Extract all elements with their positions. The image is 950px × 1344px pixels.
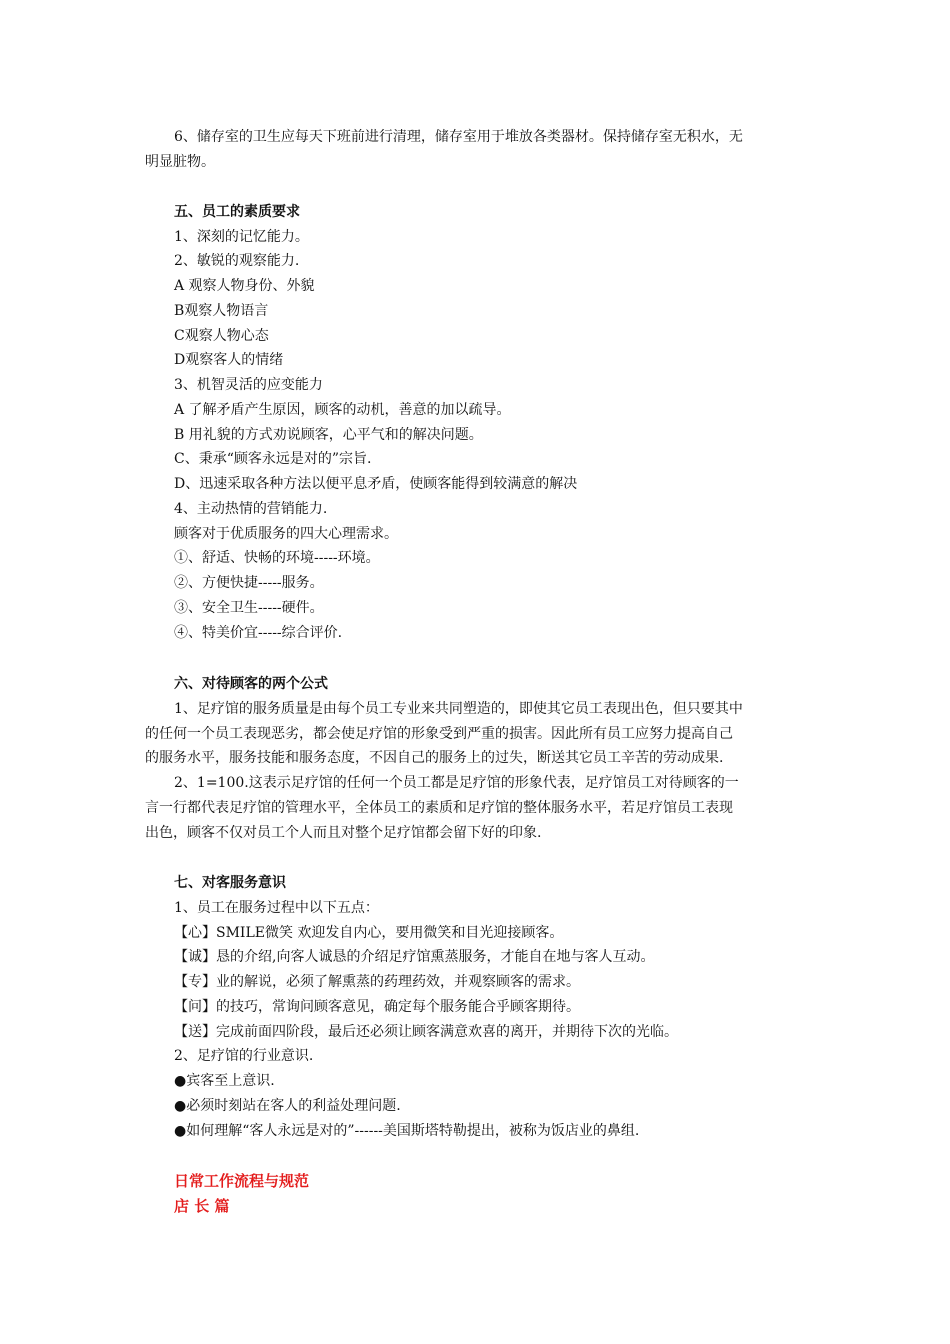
section-5-line: B 用礼貌的方式劝说顾客，心平气和的解决问题。 xyxy=(174,427,483,443)
section-7-line: ●如何理解“客人永远是对的”------美国斯塔特勒提出，被称为饭店业的鼻组. xyxy=(174,1123,640,1139)
storage-item-6-line-2: 明显脏物。 xyxy=(145,154,215,170)
section-6-p1-line-3: 的服务水平，服务技能和服务态度，不因自己的服务上的过失，断送其它员工辛苦的劳动成果. xyxy=(145,750,724,766)
section-7-line: ●必须时刻站在客人的利益处理问题. xyxy=(174,1098,401,1114)
section-5-line: D、迅速采取各种方法以便平息矛盾，使顾客能得到较满意的解决 xyxy=(174,476,578,492)
store-manager-title: 店 长 篇 xyxy=(174,1197,230,1215)
storage-item-6-line-1: 6、储存室的卫生应每天下班前进行清理，储存室用于堆放各类器材。保持储存室无积水，无 xyxy=(174,129,743,145)
section-7-line: 1、员工在服务过程中以下五点： xyxy=(174,900,379,916)
section-5-line: ③、安全卫生-----硬件。 xyxy=(174,600,324,616)
section-7-title: 七、对客服务意识 xyxy=(174,875,286,891)
section-5-line: 3、机智灵活的应变能力 xyxy=(174,377,323,393)
section-5-line: 4、主动热情的营销能力. xyxy=(174,501,328,517)
section-7-line: ●宾客至上意识. xyxy=(174,1073,275,1089)
section-6-p1-line-2: 的任何一个员工表现恶劣，都会使足疗馆的形象受到严重的损害。因此所有员工应努力提高自己 xyxy=(145,726,733,742)
section-5-line: ④、特美价宜-----综合评价. xyxy=(174,625,343,641)
section-5-line: D观察客人的情绪 xyxy=(174,352,284,368)
section-6-p2-line-3: 出色，顾客不仅对员工个人而且对整个足疗馆都会留下好的印象. xyxy=(145,825,542,841)
workflow-title: 日常工作流程与规范 xyxy=(174,1172,310,1190)
section-5-line: C、秉承“顾客永远是对的”宗旨. xyxy=(174,451,372,467)
section-5-title: 五、员工的素质要求 xyxy=(174,204,300,220)
section-5-line: B观察人物语言 xyxy=(174,303,269,319)
section-5-line: C观察人物心态 xyxy=(174,328,269,344)
section-7-line: 【心】SMILE微笑 欢迎发自内心，要用微笑和目光迎接顾客。 xyxy=(174,925,564,941)
section-6-p1-line-1: 1、足疗馆的服务质量是由每个员工专业来共同塑造的，即使其它员工表现出色，但只要其中 xyxy=(174,701,743,717)
section-7-line: 2、足疗馆的行业意识. xyxy=(174,1048,314,1064)
section-5-line: 1、深刻的记忆能力。 xyxy=(174,229,309,245)
section-5-line: ①、舒适、快畅的环境-----环境。 xyxy=(174,550,380,566)
section-6-p2-line-1: 2、1=100.这表示足疗馆的任何一个员工都是足疗馆的形象代表，足疗馆员工对待顾客的一 xyxy=(174,775,739,791)
section-7-line: 【送】完成前面四阶段，最后还必须让顾客满意欢喜的离开，并期待下次的光临。 xyxy=(174,1024,678,1040)
section-7-line: 【专】业的解说，必须了解熏蒸的药理药效，并观察顾客的需求。 xyxy=(174,974,580,990)
section-5-line: A 了解矛盾产生原因，顾客的动机，善意的加以疏导。 xyxy=(174,402,511,418)
section-7-line: 【问】的技巧，常询问顾客意见，确定每个服务能合乎顾客期待。 xyxy=(174,999,580,1015)
section-5-line: 顾客对于优质服务的四大心理需求。 xyxy=(174,526,398,542)
section-6-title: 六、对待顾客的两个公式 xyxy=(174,676,328,692)
section-7-line: 【诚】恳的介绍,向客人诚恳的介绍足疗馆熏蒸服务，才能自在地与客人互动。 xyxy=(174,949,655,965)
section-6-p2-line-2: 言一行都代表足疗馆的管理水平，全体员工的素质和足疗馆的整体服务水平，若足疗馆员工表现 xyxy=(145,800,733,816)
section-5-line: A 观察人物身份、外貌 xyxy=(174,278,315,294)
section-5-line: ②、方便快捷-----服务。 xyxy=(174,575,324,591)
section-5-line: 2、敏锐的观察能力. xyxy=(174,253,300,269)
